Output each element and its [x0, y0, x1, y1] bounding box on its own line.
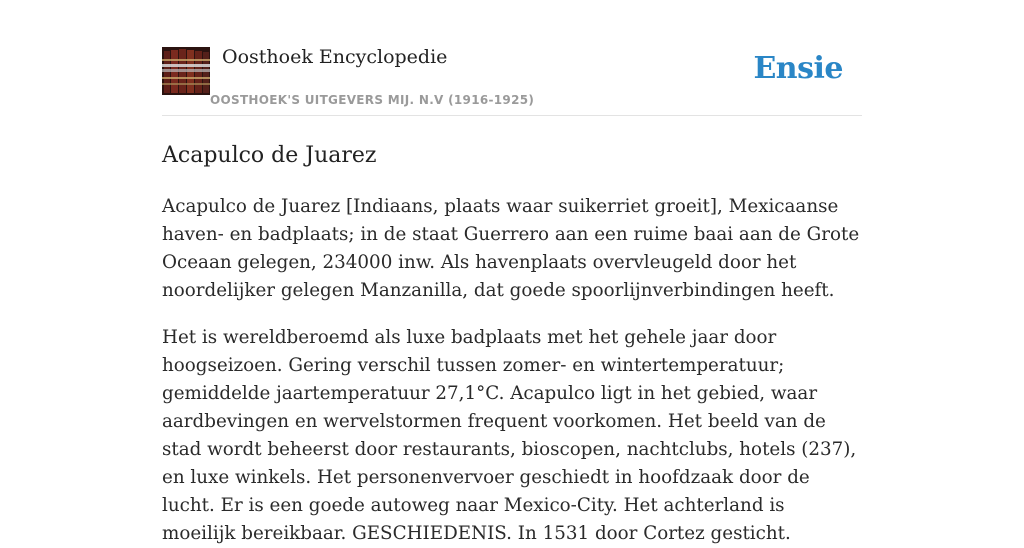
- brand-logo-link[interactable]: Ensie: [753, 51, 843, 86]
- entry-title: Acapulco de Juarez: [162, 143, 377, 168]
- article-paragraph: Het is wereldberoemd als luxe badplaats met het gehele jaar door hoogseizoen. Gering verschil tussen zomer- en wintertemperatuur; gemiddelde jaartemperatuur 27,1°C. Acapulco ligt in het gebied, waar aardbevingen en wervelstormen frequent voorkomen. Het beeld van de stad wordt beheerst door restaurants, bioscopen, nachtclubs, hotels (237), en luxe winkels. Het personenvervoer geschiedt in hoofdzaak door de lucht. Er is een goede autoweg naar Mexico-City. Het achterland is moeilijk bereikbaar. GESCHIEDENIS. In 1531 door Cortez gesticht.: [162, 327, 857, 544]
- source-header: [162, 46, 862, 116]
- source-title-link[interactable]: Oosthoek Encyclopedie: [222, 46, 448, 68]
- content-column: [162, 46, 862, 548]
- article-paragraph: Acapulco de Juarez [Indiaans, plaats waar suikerriet groeit], Mexicaanse haven- en badplaats; in de staat Guerrero aan een ruime baai aan de Grote Oceaan gelegen, 234000 inw. Als havenplaats overvleugeld door het noordelijker gelegen Manzanilla, dat goede spoorlijnverbindingen heeft.: [162, 196, 860, 301]
- encyclopedia-books-icon[interactable]: [162, 47, 210, 95]
- publisher-label: OOSTHOEK'S UITGEVERS MIJ. N.V (1916-1925): [210, 93, 535, 107]
